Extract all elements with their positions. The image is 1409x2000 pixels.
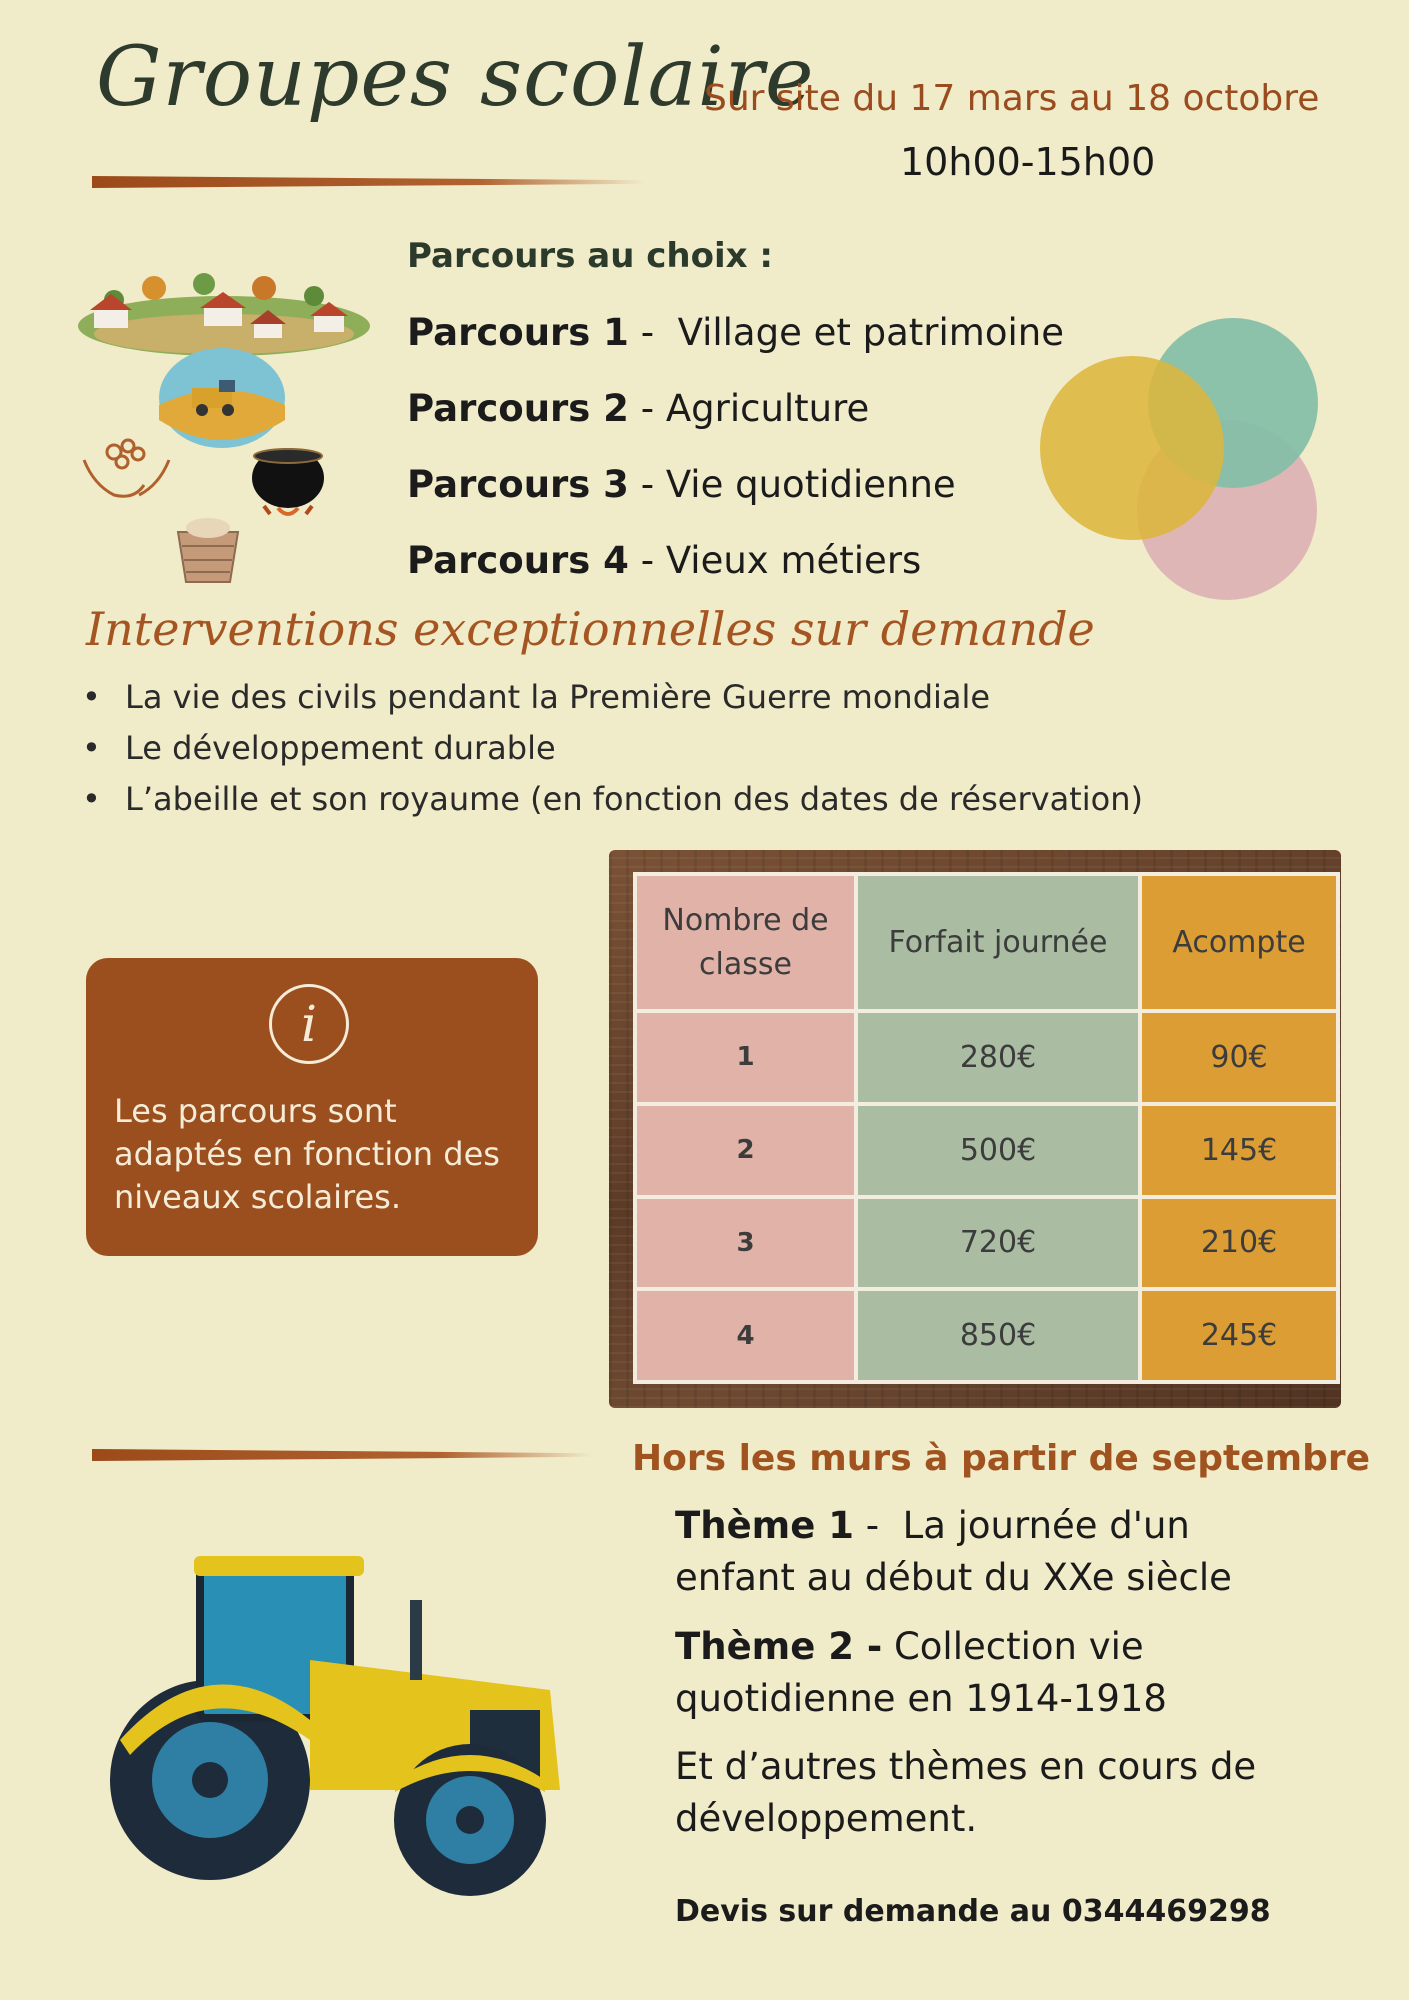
table-row [635,1289,1338,1382]
theme-2 [675,1621,1315,1725]
hours-text: 10h00-15h00 [900,140,1156,184]
cell-forfait: 500€ [856,1104,1140,1197]
parcours-separator: - [628,387,666,430]
hands-icon [84,440,169,496]
section-divider [92,1449,592,1461]
dates-text: Sur site du 17 mars au 18 octobre [704,78,1320,119]
table-row [635,1011,1338,1104]
tractor-illustration [110,1540,600,1900]
list-item: • La vie des civils pendant la Première Guerre mondiale [80,675,1143,726]
hors-les-murs-title: Hors les murs à partir de septembre [632,1438,1371,1479]
cell-acompte: 245€ [1140,1289,1338,1382]
cell-classes: 1 [635,1011,856,1104]
price-table [633,872,1340,1384]
table-row [635,1197,1338,1290]
header-acompte: Acompte [1140,874,1338,1011]
header-nombre-classe: Nombre de classe [635,874,856,1011]
cauldron-icon [252,448,324,514]
info-text: Les parcours sont adaptés en fonction des niveaux scolaires. [114,1092,500,1216]
parcours-heading: Parcours au choix : [407,236,773,276]
list-item: • Le développement durable [80,726,1143,777]
parcours-item-3 [407,463,956,506]
interventions-list [80,675,1143,828]
price-table-frame [609,850,1341,1408]
parcours-item-2 [407,387,869,430]
theme-text: La journée d'un enfant au début du XXe siècle [675,1504,1232,1599]
parcours-item-1 [407,311,1064,354]
parcours-separator: - [628,463,666,506]
info-icon: i [269,984,349,1064]
list-item: • L’abeille et son royaume (en fonction des dates de réservation) [80,777,1143,828]
theme-separator [882,1625,894,1668]
cell-forfait: 720€ [856,1197,1140,1290]
parcours-text: Agriculture [665,387,870,430]
table-header-row [635,874,1338,1011]
cell-acompte: 210€ [1140,1197,1338,1290]
cell-forfait: 280€ [856,1011,1140,1104]
theme-label: Thème 2 - [675,1625,883,1668]
parcours-label: Parcours 2 [407,387,629,430]
other-themes-text: Et d’autres thèmes en cours de développement. [675,1745,1257,1840]
parcours-label: Parcours 1 [407,311,629,354]
parcours-text: Vieux métiers [665,539,922,582]
cell-classes: 2 [635,1104,856,1197]
parcours-label: Parcours 3 [407,463,629,506]
parcours-text: Village et patrimoine [677,311,1064,354]
theme-separator: - [853,1504,903,1547]
cell-acompte: 90€ [1140,1011,1338,1104]
village-illustration [78,273,370,356]
circle-gold [1040,356,1224,540]
table-row [635,1104,1338,1197]
cell-classes: 3 [635,1197,856,1290]
theme-1 [675,1500,1315,1604]
cell-forfait: 850€ [856,1289,1140,1382]
agriculture-illustration [159,348,285,448]
parcours-label: Parcours 4 [407,539,629,582]
parcours-separator: - [628,539,666,582]
page-title: Groupes scolaire [96,30,815,125]
cell-acompte: 145€ [1140,1104,1338,1197]
info-box [86,958,538,1256]
parcours-separator: - [628,311,678,354]
parcours-item-4 [407,539,921,582]
theme-text: Collection vie quotidienne en 1914-1918 [675,1625,1167,1720]
cell-classes: 4 [635,1289,856,1382]
interventions-title: Interventions exceptionnelles sur demande [86,602,1095,656]
title-divider [92,176,644,188]
parcours-illustrations [74,270,384,590]
theme-label: Thème 1 [675,1504,854,1547]
header-forfait: Forfait journée [856,874,1140,1011]
devis-text: Devis sur demande au 0344469298 [675,1894,1271,1929]
basket-icon [178,518,238,582]
parcours-text: Vie quotidienne [665,463,956,506]
